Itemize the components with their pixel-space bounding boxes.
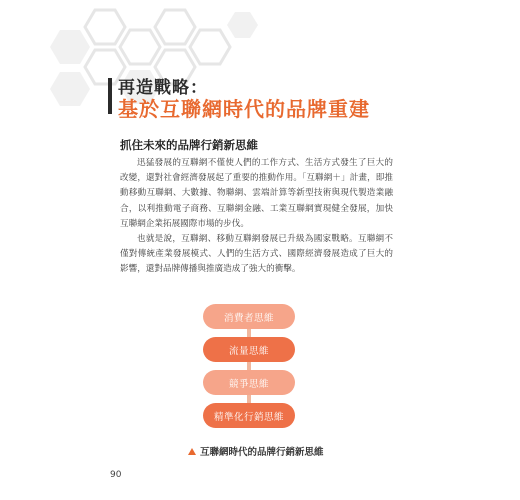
step-competition-thinking: 競爭思維 [203, 370, 295, 395]
connector [247, 395, 251, 403]
chapter-title: 基於互聯網時代的品牌重建 [118, 97, 370, 121]
step-traffic-thinking: 流量思維 [203, 337, 295, 362]
step-consumer-thinking: 消費者思維 [203, 304, 295, 329]
connector [247, 329, 251, 337]
body-text [120, 156, 393, 278]
figure-caption [188, 444, 324, 458]
paragraph: 迅猛發展的互聯網不僅使人們的工作方式、生活方式發生了巨大的改變，還對社會經濟發展起了重要的推動作用。「互聯網＋」計畫，即推動移動互聯網、大數據、物聯網、雲端計算等新型技術與現代製造業融合，以利推動電子商務、互聯網金融、工業互聯網實現健全發展，加快互聯網企業拓展國際市場的步伐。 [120, 158, 393, 229]
step-precision-marketing-thinking: 精準化行銷思維 [203, 403, 295, 428]
caption-text: 互聯網時代的品牌行銷新思維 [200, 447, 324, 458]
chapter-accent-bar [108, 78, 112, 114]
page-number: 90 [110, 470, 122, 480]
paragraph: 也就是說，互聯網、移動互聯網發展已升級為國家戰略。互聯網不僅對傳統產業發展模式、人們的生活方式、國際經濟發展造成了巨大的影響，還對品牌傳播與推廣造成了強大的衝擊。 [120, 234, 393, 275]
chapter-kicker: 再造戰略： [118, 78, 208, 98]
section-heading: 抓住未來的品牌行銷新思維 [120, 138, 258, 152]
connector [247, 362, 251, 370]
triangle-icon [188, 448, 196, 455]
